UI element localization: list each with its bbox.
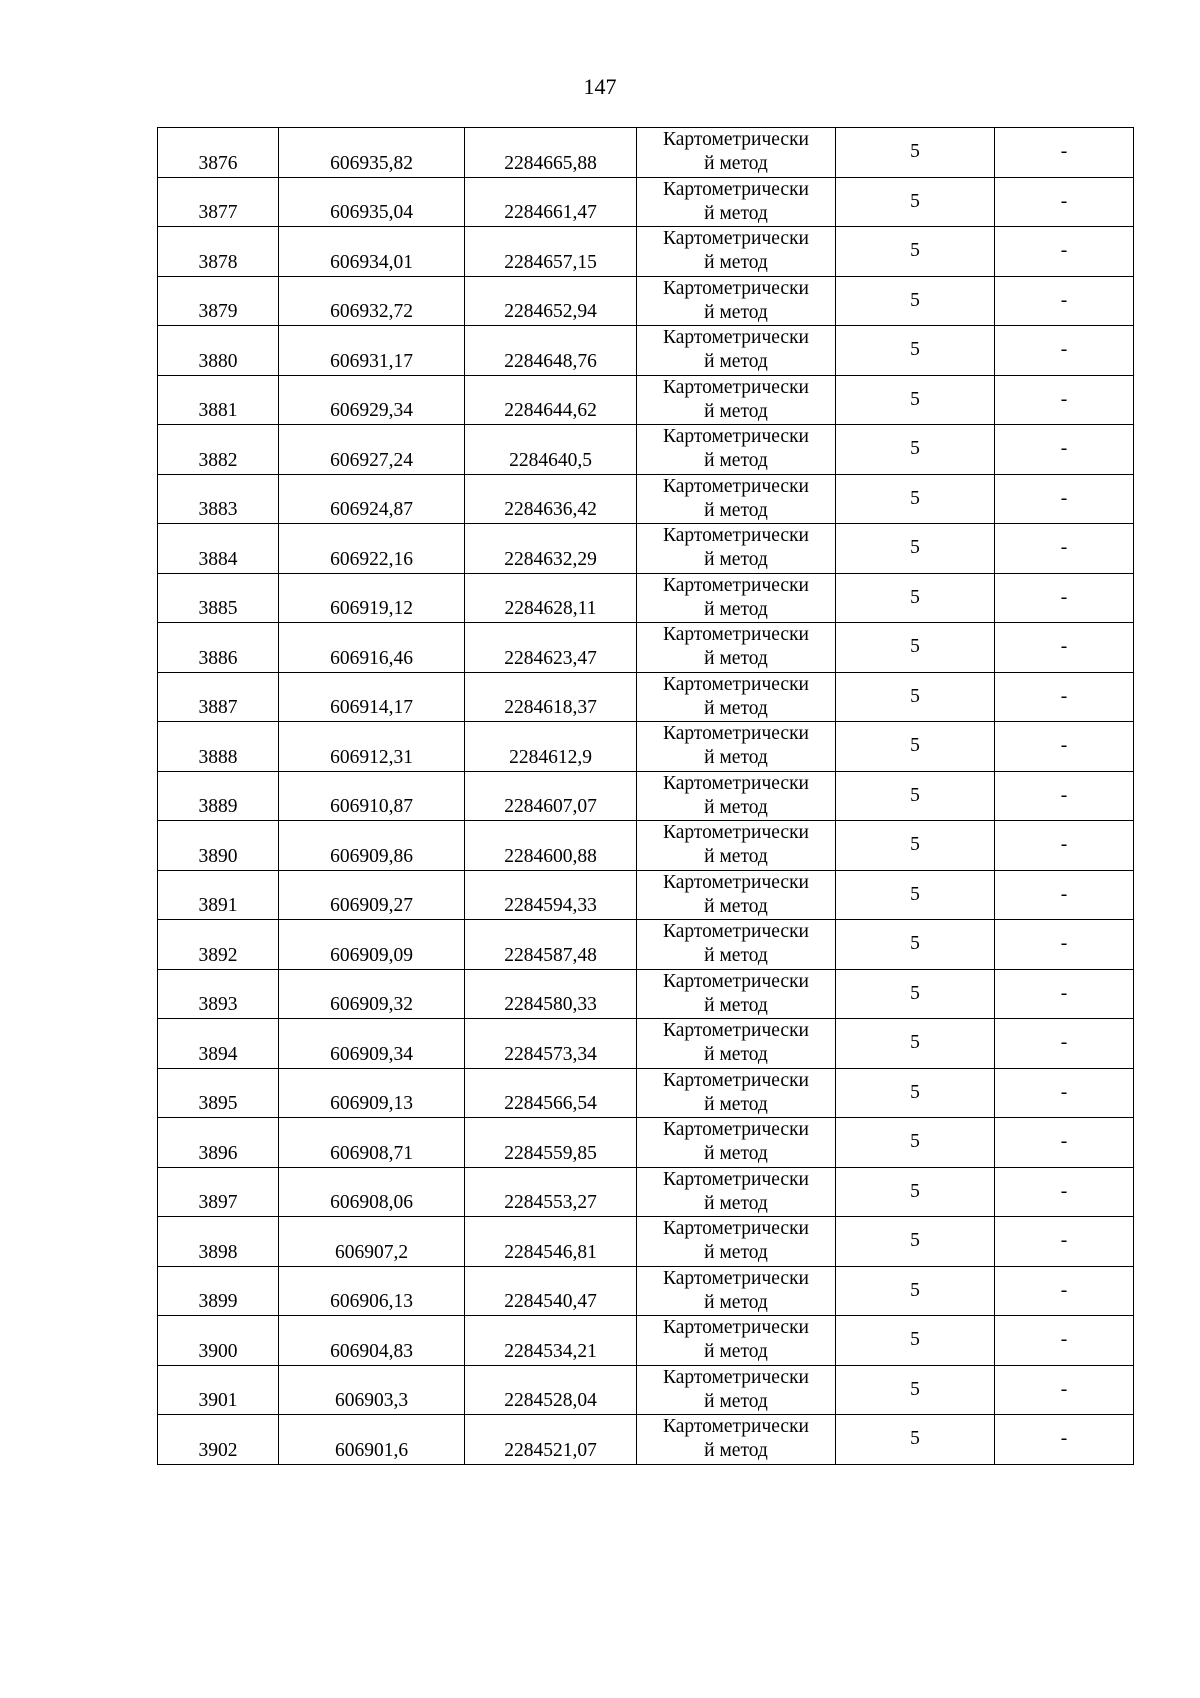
point-number-cell: 3890 (158, 821, 279, 871)
method-cell (637, 326, 836, 376)
table-row (158, 276, 1134, 326)
x-coordinate-cell: 606904,83 (279, 1316, 465, 1366)
method-label-line1: Картометрически (663, 1020, 809, 1042)
note-cell: - (995, 771, 1134, 821)
point-number-cell: 3878 (158, 227, 279, 277)
note-cell: - (995, 1068, 1134, 1118)
note-cell: - (995, 276, 1134, 326)
point-number-cell: 3883 (158, 474, 279, 524)
x-coordinate-cell: 606935,04 (279, 177, 465, 227)
table-row (158, 375, 1134, 425)
y-coordinate-cell: 2284528,04 (465, 1365, 637, 1415)
method-cell (637, 1118, 836, 1168)
table-row (158, 1266, 1134, 1316)
method-cell (637, 969, 836, 1019)
x-coordinate-cell: 606909,09 (279, 920, 465, 970)
accuracy-cell: 5 (836, 1019, 995, 1069)
x-coordinate-cell: 606908,71 (279, 1118, 465, 1168)
accuracy-cell: 5 (836, 623, 995, 673)
table-row (158, 672, 1134, 722)
method-label-line1: Картометрически (663, 1168, 809, 1190)
method-label-line1: Картометрически (663, 1416, 809, 1438)
table-row (158, 573, 1134, 623)
note-cell: - (995, 623, 1134, 673)
point-number-cell: 3888 (158, 722, 279, 772)
y-coordinate-cell: 2284636,42 (465, 474, 637, 524)
method-label-line1: Картометрически (663, 1366, 809, 1388)
x-coordinate-cell: 606931,17 (279, 326, 465, 376)
method-label-line2: й метод (704, 1341, 768, 1363)
accuracy-cell: 5 (836, 573, 995, 623)
method-label-line2: й метод (704, 1192, 768, 1214)
accuracy-cell: 5 (836, 524, 995, 574)
point-number-cell: 3898 (158, 1217, 279, 1267)
y-coordinate-cell: 2284623,47 (465, 623, 637, 673)
y-coordinate-cell: 2284587,48 (465, 920, 637, 970)
x-coordinate-cell: 606924,87 (279, 474, 465, 524)
method-cell (637, 672, 836, 722)
table-row (158, 1316, 1134, 1366)
accuracy-cell: 5 (836, 1217, 995, 1267)
note-cell: - (995, 870, 1134, 920)
note-cell: - (995, 326, 1134, 376)
method-label-line1: Картометрически (663, 723, 809, 745)
coordinates-table (157, 127, 1134, 1465)
table-row (158, 870, 1134, 920)
y-coordinate-cell: 2284632,29 (465, 524, 637, 574)
method-label-line2: й метод (704, 549, 768, 571)
method-label-line2: й метод (704, 895, 768, 917)
method-label-line1: Картометрически (663, 673, 809, 695)
method-label-line2: й метод (704, 1390, 768, 1412)
method-label-line2: й метод (704, 598, 768, 620)
method-label-line1: Картометрически (663, 1119, 809, 1141)
table-row (158, 920, 1134, 970)
x-coordinate-cell: 606903,3 (279, 1365, 465, 1415)
method-label-line2: й метод (704, 1093, 768, 1115)
accuracy-cell: 5 (836, 425, 995, 475)
table-row (158, 1365, 1134, 1415)
point-number-cell: 3894 (158, 1019, 279, 1069)
table-row (158, 1019, 1134, 1069)
method-label-line1: Картометрически (663, 871, 809, 893)
note-cell: - (995, 672, 1134, 722)
method-cell (637, 1365, 836, 1415)
x-coordinate-cell: 606909,86 (279, 821, 465, 871)
method-label-line2: й метод (704, 747, 768, 769)
y-coordinate-cell: 2284546,81 (465, 1217, 637, 1267)
y-coordinate-cell: 2284665,88 (465, 128, 637, 178)
method-label-line1: Картометрически (663, 475, 809, 497)
y-coordinate-cell: 2284618,37 (465, 672, 637, 722)
method-label-line1: Картометрически (663, 822, 809, 844)
y-coordinate-cell: 2284540,47 (465, 1266, 637, 1316)
table-row (158, 1217, 1134, 1267)
accuracy-cell: 5 (836, 276, 995, 326)
accuracy-cell: 5 (836, 375, 995, 425)
note-cell: - (995, 1118, 1134, 1168)
point-number-cell: 3891 (158, 870, 279, 920)
accuracy-cell: 5 (836, 1415, 995, 1465)
point-number-cell: 3880 (158, 326, 279, 376)
point-number-cell: 3882 (158, 425, 279, 475)
method-cell (637, 227, 836, 277)
point-number-cell: 3900 (158, 1316, 279, 1366)
accuracy-cell: 5 (836, 1068, 995, 1118)
table-row (158, 524, 1134, 574)
y-coordinate-cell: 2284534,21 (465, 1316, 637, 1366)
x-coordinate-cell: 606914,17 (279, 672, 465, 722)
y-coordinate-cell: 2284594,33 (465, 870, 637, 920)
accuracy-cell: 5 (836, 1167, 995, 1217)
method-label-line2: й метод (704, 1242, 768, 1264)
method-label-line2: й метод (704, 153, 768, 175)
method-cell (637, 1266, 836, 1316)
note-cell: - (995, 375, 1134, 425)
method-label-line1: Картометрически (663, 1069, 809, 1091)
note-cell: - (995, 1167, 1134, 1217)
note-cell: - (995, 524, 1134, 574)
method-label-line1: Картометрически (663, 426, 809, 448)
table-row (158, 722, 1134, 772)
page-number: 147 (583, 74, 617, 99)
y-coordinate-cell: 2284657,15 (465, 227, 637, 277)
accuracy-cell: 5 (836, 177, 995, 227)
table-row (158, 1415, 1134, 1465)
method-label-line1: Картометрически (663, 624, 809, 646)
method-cell (637, 722, 836, 772)
method-label-line2: й метод (704, 697, 768, 719)
method-label-line2: й метод (704, 351, 768, 373)
method-cell (637, 1167, 836, 1217)
method-cell (637, 1316, 836, 1366)
note-cell: - (995, 425, 1134, 475)
method-cell (637, 474, 836, 524)
accuracy-cell: 5 (836, 722, 995, 772)
method-label-line2: й метод (704, 202, 768, 224)
point-number-cell: 3892 (158, 920, 279, 970)
method-label-line1: Картометрически (663, 178, 809, 200)
method-label-line1: Картометрически (663, 525, 809, 547)
point-number-cell: 3877 (158, 177, 279, 227)
accuracy-cell: 5 (836, 821, 995, 871)
accuracy-cell: 5 (836, 920, 995, 970)
note-cell: - (995, 227, 1134, 277)
y-coordinate-cell: 2284661,47 (465, 177, 637, 227)
method-cell (637, 1068, 836, 1118)
method-label-line1: Картометрически (663, 772, 809, 794)
method-cell (637, 524, 836, 574)
table-row (158, 771, 1134, 821)
x-coordinate-cell: 606912,31 (279, 722, 465, 772)
note-cell: - (995, 1316, 1134, 1366)
note-cell: - (995, 1019, 1134, 1069)
x-coordinate-cell: 606919,12 (279, 573, 465, 623)
note-cell: - (995, 1365, 1134, 1415)
method-cell (637, 920, 836, 970)
table-row (158, 177, 1134, 227)
x-coordinate-cell: 606906,13 (279, 1266, 465, 1316)
accuracy-cell: 5 (836, 969, 995, 1019)
point-number-cell: 3876 (158, 128, 279, 178)
method-label-line2: й метод (704, 252, 768, 274)
method-cell (637, 375, 836, 425)
accuracy-cell: 5 (836, 771, 995, 821)
x-coordinate-cell: 606909,27 (279, 870, 465, 920)
y-coordinate-cell: 2284640,5 (465, 425, 637, 475)
point-number-cell: 3899 (158, 1266, 279, 1316)
point-number-cell: 3881 (158, 375, 279, 425)
accuracy-cell: 5 (836, 1365, 995, 1415)
x-coordinate-cell: 606910,87 (279, 771, 465, 821)
table-row (158, 227, 1134, 277)
method-label-line2: й метод (704, 945, 768, 967)
y-coordinate-cell: 2284580,33 (465, 969, 637, 1019)
y-coordinate-cell: 2284553,27 (465, 1167, 637, 1217)
x-coordinate-cell: 606909,34 (279, 1019, 465, 1069)
method-cell (637, 1019, 836, 1069)
method-label-line1: Картометрически (663, 277, 809, 299)
method-cell (637, 870, 836, 920)
method-label-line2: й метод (704, 846, 768, 868)
table-row (158, 969, 1134, 1019)
y-coordinate-cell: 2284573,34 (465, 1019, 637, 1069)
x-coordinate-cell: 606929,34 (279, 375, 465, 425)
coordinates-table-body (158, 128, 1134, 1465)
method-cell (637, 1415, 836, 1465)
note-cell: - (995, 969, 1134, 1019)
method-label-line2: й метод (704, 301, 768, 323)
x-coordinate-cell: 606907,2 (279, 1217, 465, 1267)
method-cell (637, 177, 836, 227)
note-cell: - (995, 474, 1134, 524)
note-cell: - (995, 1217, 1134, 1267)
point-number-cell: 3896 (158, 1118, 279, 1168)
x-coordinate-cell: 606908,06 (279, 1167, 465, 1217)
table-row (158, 1118, 1134, 1168)
accuracy-cell: 5 (836, 672, 995, 722)
method-cell (637, 276, 836, 326)
method-label-line2: й метод (704, 1143, 768, 1165)
method-label-line1: Картометрически (663, 228, 809, 250)
x-coordinate-cell: 606932,72 (279, 276, 465, 326)
accuracy-cell: 5 (836, 128, 995, 178)
accuracy-cell: 5 (836, 227, 995, 277)
table-row (158, 821, 1134, 871)
x-coordinate-cell: 606901,6 (279, 1415, 465, 1465)
method-label-line2: й метод (704, 796, 768, 818)
method-label-line2: й метод (704, 450, 768, 472)
method-cell (637, 1217, 836, 1267)
method-cell (637, 573, 836, 623)
method-label-line2: й метод (704, 1291, 768, 1313)
accuracy-cell: 5 (836, 474, 995, 524)
method-label-line1: Картометрически (663, 574, 809, 596)
method-label-line1: Картометрически (663, 970, 809, 992)
table-row (158, 623, 1134, 673)
method-cell (637, 771, 836, 821)
method-label-line2: й метод (704, 994, 768, 1016)
accuracy-cell: 5 (836, 1316, 995, 1366)
y-coordinate-cell: 2284612,9 (465, 722, 637, 772)
point-number-cell: 3887 (158, 672, 279, 722)
point-number-cell: 3902 (158, 1415, 279, 1465)
point-number-cell: 3884 (158, 524, 279, 574)
x-coordinate-cell: 606927,24 (279, 425, 465, 475)
method-label-line2: й метод (704, 1440, 768, 1462)
y-coordinate-cell: 2284559,85 (465, 1118, 637, 1168)
table-row (158, 1068, 1134, 1118)
y-coordinate-cell: 2284607,07 (465, 771, 637, 821)
table-row (158, 128, 1134, 178)
method-label-line1: Картометрически (663, 376, 809, 398)
note-cell: - (995, 573, 1134, 623)
note-cell: - (995, 1266, 1134, 1316)
point-number-cell: 3889 (158, 771, 279, 821)
x-coordinate-cell: 606916,46 (279, 623, 465, 673)
y-coordinate-cell: 2284566,54 (465, 1068, 637, 1118)
method-label-line1: Картометрически (663, 327, 809, 349)
point-number-cell: 3893 (158, 969, 279, 1019)
note-cell: - (995, 920, 1134, 970)
point-number-cell: 3879 (158, 276, 279, 326)
method-label-line2: й метод (704, 400, 768, 422)
note-cell: - (995, 821, 1134, 871)
y-coordinate-cell: 2284648,76 (465, 326, 637, 376)
accuracy-cell: 5 (836, 1266, 995, 1316)
note-cell: - (995, 1415, 1134, 1465)
x-coordinate-cell: 606935,82 (279, 128, 465, 178)
point-number-cell: 3895 (158, 1068, 279, 1118)
method-cell (637, 623, 836, 673)
note-cell: - (995, 722, 1134, 772)
point-number-cell: 3886 (158, 623, 279, 673)
table-row (158, 425, 1134, 475)
method-label-line1: Картометрически (663, 1317, 809, 1339)
method-label-line1: Картометрически (663, 1218, 809, 1240)
x-coordinate-cell: 606934,01 (279, 227, 465, 277)
method-label-line1: Картометрически (663, 921, 809, 943)
accuracy-cell: 5 (836, 326, 995, 376)
point-number-cell: 3901 (158, 1365, 279, 1415)
point-number-cell: 3897 (158, 1167, 279, 1217)
y-coordinate-cell: 2284600,88 (465, 821, 637, 871)
point-number-cell: 3885 (158, 573, 279, 623)
method-label-line1: Картометрически (663, 1267, 809, 1289)
y-coordinate-cell: 2284628,11 (465, 573, 637, 623)
method-label-line2: й метод (704, 648, 768, 670)
method-cell (637, 425, 836, 475)
table-row (158, 474, 1134, 524)
note-cell: - (995, 128, 1134, 178)
accuracy-cell: 5 (836, 1118, 995, 1168)
x-coordinate-cell: 606922,16 (279, 524, 465, 574)
table-row (158, 1167, 1134, 1217)
accuracy-cell: 5 (836, 870, 995, 920)
x-coordinate-cell: 606909,32 (279, 969, 465, 1019)
method-label-line1: Картометрически (663, 129, 809, 151)
method-label-line2: й метод (704, 1044, 768, 1066)
method-label-line2: й метод (704, 499, 768, 521)
y-coordinate-cell: 2284652,94 (465, 276, 637, 326)
y-coordinate-cell: 2284521,07 (465, 1415, 637, 1465)
note-cell: - (995, 177, 1134, 227)
table-row (158, 326, 1134, 376)
y-coordinate-cell: 2284644,62 (465, 375, 637, 425)
x-coordinate-cell: 606909,13 (279, 1068, 465, 1118)
method-cell (637, 128, 836, 178)
method-cell (637, 821, 836, 871)
